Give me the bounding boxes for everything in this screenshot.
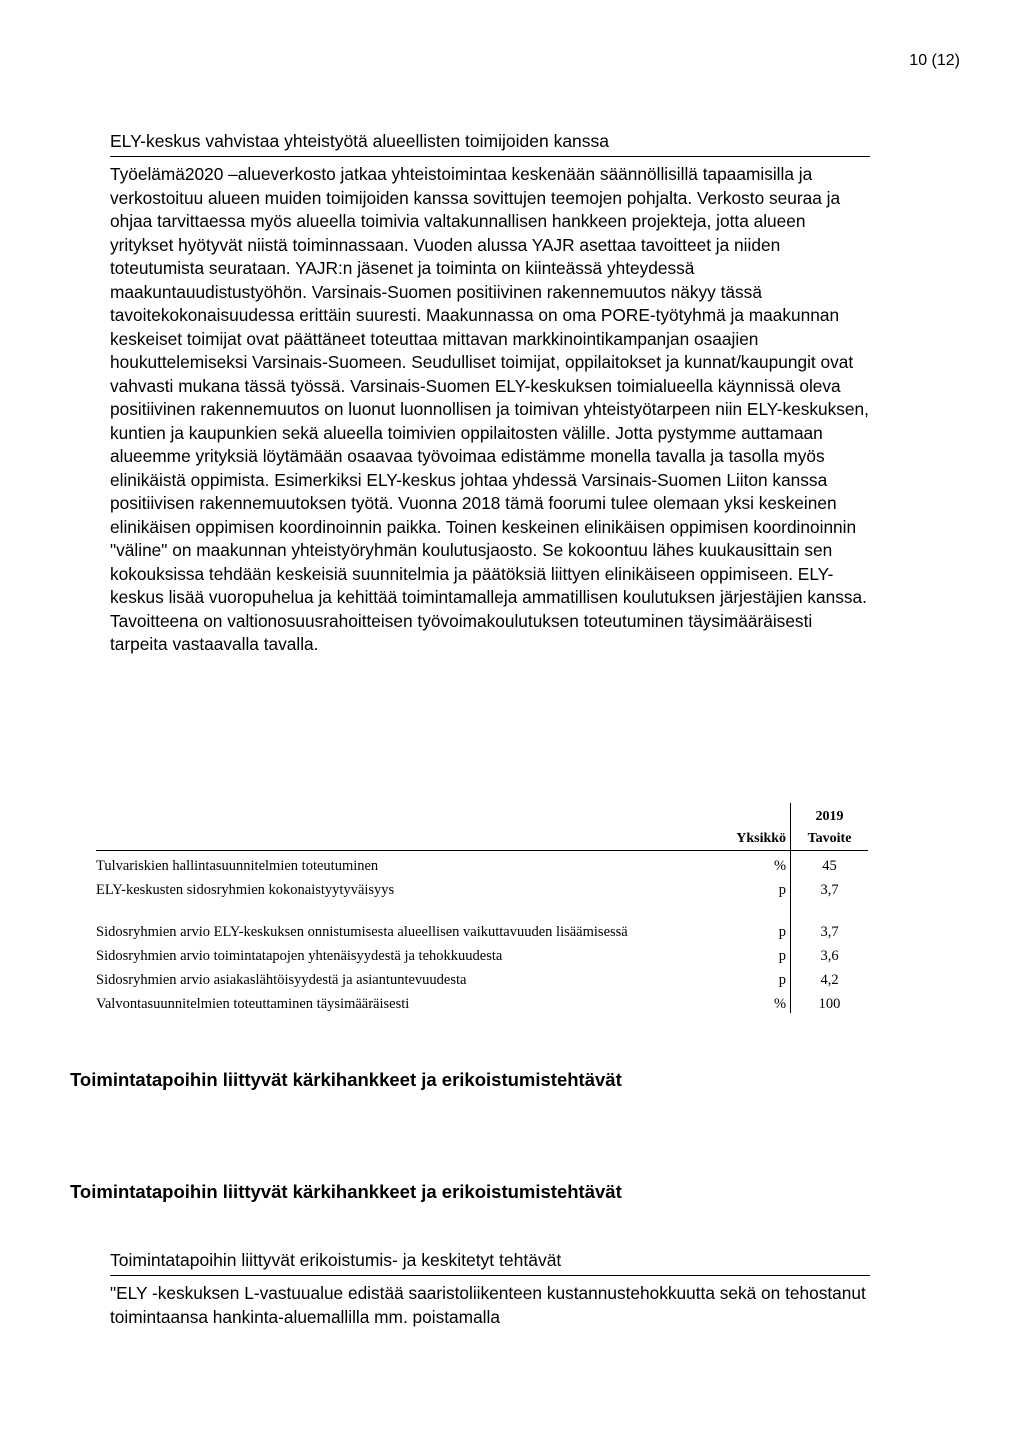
indicator-cell: Tulvariskien hallintasuunnitelmien toteutuminen <box>96 858 379 874</box>
indicator-cell: Sidosryhmien arvio toimintatapojen yhtenäisyydestä ja tehokkuudesta <box>96 948 503 964</box>
section-cooperation <box>110 131 870 657</box>
indicator-cell: Sidosryhmien arvio ELY-keskuksen onnistumisesta alueellisen vaikuttavuuden lisäämisessä <box>96 924 628 940</box>
bold-heading-bottom: Toimintatapoihin liittyvät kärkihankkeet ja erikoistumistehtävät <box>70 1181 622 1202</box>
table-row <box>96 941 868 965</box>
table-row <box>96 989 868 1013</box>
value-cell: 3,7 <box>791 875 868 899</box>
table-row <box>96 875 868 899</box>
bold-heading-top: Toimintatapoihin liittyvät kärkihankkeet ja erikoistumistehtävät <box>70 1069 622 1090</box>
indicator-cell: ELY-keskusten sidosryhmien kokonaistyytyväisyys <box>96 882 395 898</box>
unit-cell: p <box>778 882 787 898</box>
heading-rule <box>110 156 870 157</box>
year-header: 2019 <box>791 803 868 825</box>
value-cell: 3,7 <box>791 899 868 941</box>
heading-rule <box>110 1275 870 1276</box>
table-row <box>96 899 868 941</box>
value-cell: 4,2 <box>791 965 868 989</box>
indicator-cell: Sidosryhmien arvio asiakaslähtöisyydestä ja asiantuntevuudesta <box>96 972 467 988</box>
section-paragraph: "ELY -keskuksen L-vastuualue edistää saaristoliikenteen kustannustehokkuutta sekä on tehostanut toimintaansa hankinta-aluemallilla mm. poistamalla <box>110 1283 866 1327</box>
unit-cell: % <box>773 996 787 1012</box>
unit-cell: p <box>778 972 787 988</box>
value-cell: 45 <box>791 851 868 876</box>
section-heading: ELY-keskus vahvistaa yhteistyötä alueellisten toimijoiden kanssa <box>110 131 610 151</box>
table-row <box>96 851 868 876</box>
target-header: Tavoite <box>791 825 868 851</box>
section-specialisation <box>110 1250 870 1329</box>
unit-cell: % <box>773 858 787 874</box>
section-heading: Toimintatapoihin liittyvät erikoistumis- ja keskitetyt tehtävät <box>110 1250 562 1270</box>
value-cell: 3,6 <box>791 941 868 965</box>
section-paragraph: Työelämä2020 –alueverkosto jatkaa yhteistoimintaa keskenään säännöllisillä tapaamisilla ja verkostoituu alueen muiden toimijoiden kanssa sovittujen teemojen pohjalta. Verkosto seuraa ja ohjaa tarvittaessa myös alueella toimivia valtakunnallisen hankkeen projekteja, jotta alueen yritykset hyötyvät niistä toiminnassaan. Vuoden alussa YAJR asettaa tavoitteet ja niiden toteutumista seurataan. YAJR:n jäsenet ja toiminta on kiinteässä yhteydessä maakuntauudistustyöhön. Varsinais-Suomen positiivinen rakennemuutos näkyy tässä tavoitekokonaisuudessa erittäin suuresti. Maakunnassa on oma PORE-työtyhmä ja maakunnan keskeiset toimijat ovat päättäneet toteuttaa mittavan markkinointikampanjan osaajien houkuttelemiseksi Varsinais-Suomeen. Seudulliset toimijat, oppilaitokset ja kunnat/kaupungit ovat vahvasti mukana tässä työssä. Varsinais-Suomen ELY-keskuksen toimialueella käynnissä oleva positiivinen rakennemuutos on luonut luonnollisen ja toimivan yhteistyötarpeen niin ELY-keskuksen, kuntien ja kaupunkien sekä alueella toimivien oppilaitosten välille. Jotta pystymme auttamaan alueemme yrityksiä löytämään osaavaa työvoimaa edistämme monella tavalla ja tasolla myös elinikäistä oppimista. Esimerkiksi ELY-keskus johtaa yhdessä Varsinais-Suomen Liiton kanssa positiivisen rakennemuutoksen työtä. Vuonna 2018 tämä foorumi tulee olemaan yksi keskeinen elinikäisen oppimisen koordinoinnin paikka. Toinen keskeinen elinikäisen oppimisen koordinoinnin "väline" on maakunnan yhteistyöryhmän koulutusjaosto. Se kokoontuu lähes kuukausittain sen kokouksissa tehdään keskeisiä suunnitelmia ja päätöksiä liittyen elinikäiseen oppimiseen. ELY-keskus lisää vuoropuhelua ja kehittää toimintamalleja ammatillisen koulutuksen järjestäjien kanssa. Tavoitteena on valtionosuusrahoitteisen työvoimakoulutuksen toteutuminen täysimääräisesti tarpeita vastaavalla tavalla. <box>110 164 869 654</box>
page-number: 10 (12) <box>909 52 960 69</box>
indicator-cell: Valvontasuunnitelmien toteuttaminen täysimääräisesti <box>96 996 410 1012</box>
unit-cell: p <box>778 924 787 940</box>
unit-header: Yksikkö <box>736 831 787 846</box>
table-row <box>96 965 868 989</box>
indicator-table <box>96 803 868 1013</box>
value-cell: 100 <box>791 989 868 1013</box>
unit-cell: p <box>778 948 787 964</box>
